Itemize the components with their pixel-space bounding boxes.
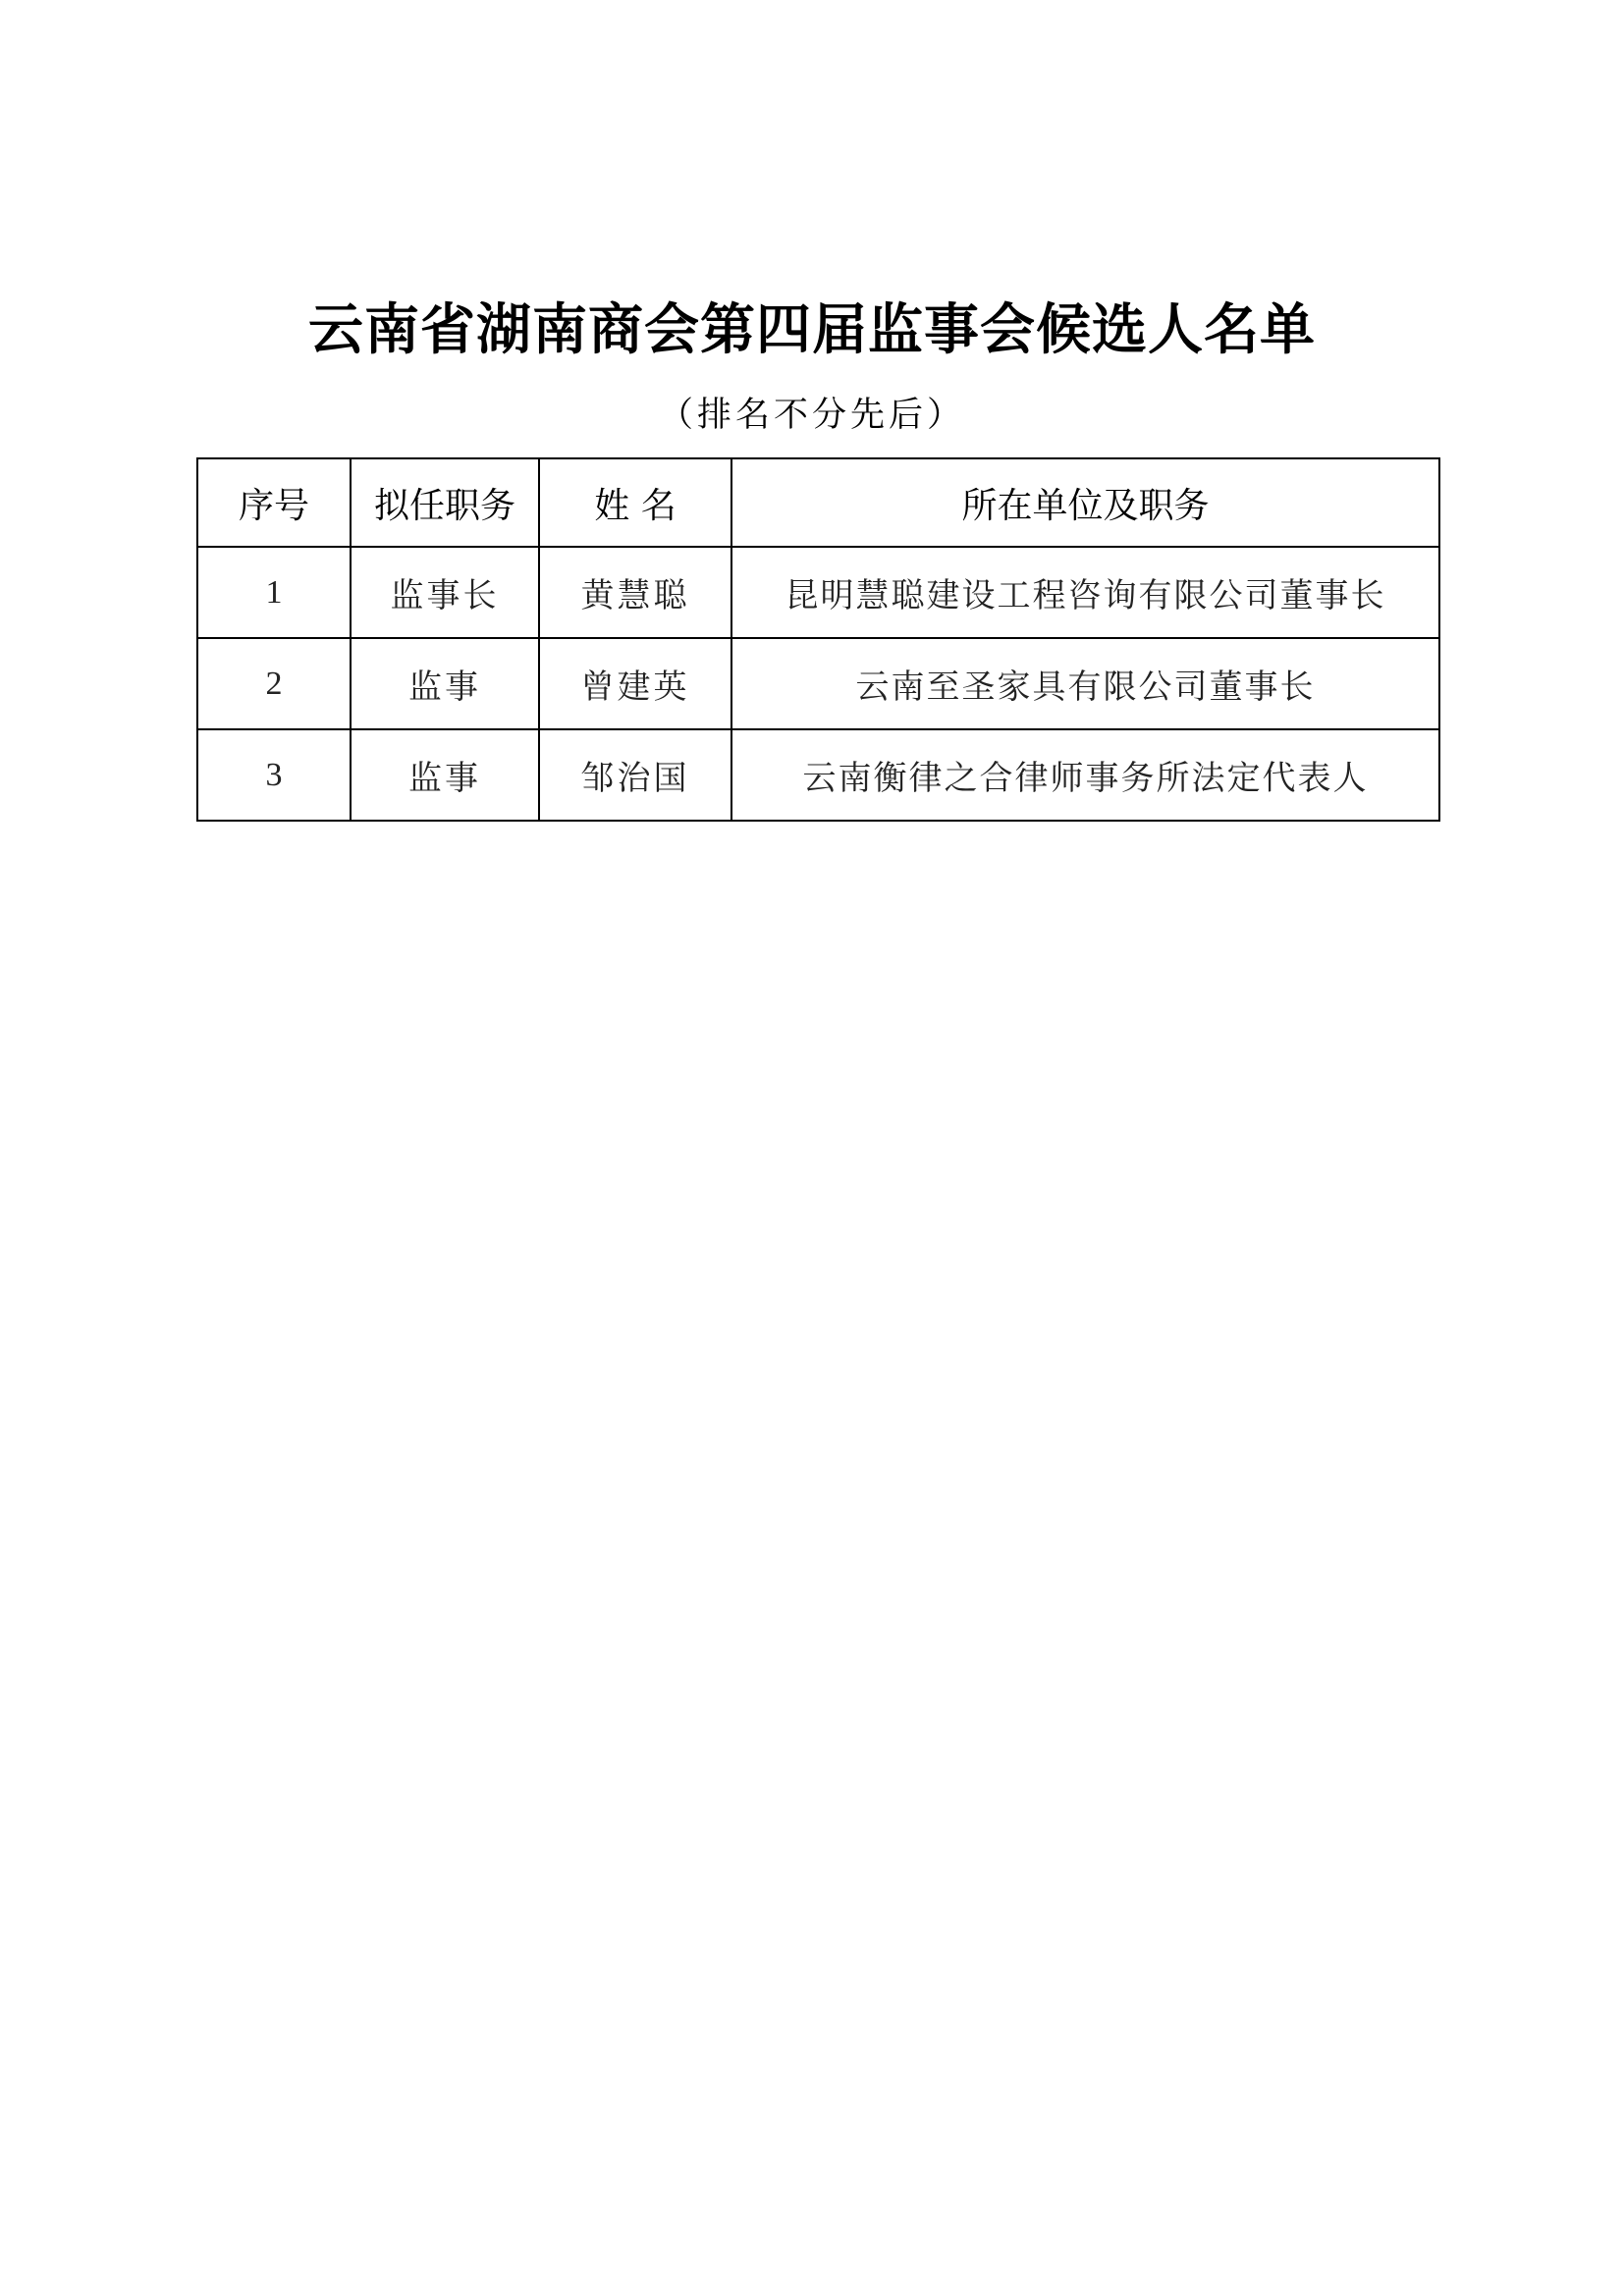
table-row	[197, 729, 1439, 821]
cell-organization-and-title: 云南衡律之合律师事务所法定代表人	[731, 729, 1439, 821]
cell-proposed-position: 监事	[351, 729, 539, 821]
document-title: 云南省湖南商会第四届监事会候选人名单	[308, 297, 1316, 362]
table-row	[197, 638, 1439, 729]
cell-serial-number: 2	[197, 638, 351, 729]
cell-name: 邹治国	[539, 729, 731, 821]
cell-name: 曾建英	[539, 638, 731, 729]
cell-serial-number: 1	[197, 547, 351, 638]
document-subtitle: （排名不分先后）	[658, 396, 965, 435]
cell-organization-and-title: 昆明慧聪建设工程咨询有限公司董事长	[731, 547, 1439, 638]
candidate-table	[196, 457, 1440, 822]
cell-proposed-position: 监事	[351, 638, 539, 729]
header-proposed-position: 拟任职务	[351, 458, 539, 547]
header-serial-number: 序号	[197, 458, 351, 547]
table-header-row	[197, 458, 1439, 547]
header-organization-and-title: 所在单位及职务	[731, 458, 1439, 547]
table-row	[197, 547, 1439, 638]
cell-serial-number: 3	[197, 729, 351, 821]
header-name: 姓 名	[539, 458, 731, 547]
cell-proposed-position: 监事长	[351, 547, 539, 638]
cell-name: 黄慧聪	[539, 547, 731, 638]
cell-organization-and-title: 云南至圣家具有限公司董事长	[731, 638, 1439, 729]
